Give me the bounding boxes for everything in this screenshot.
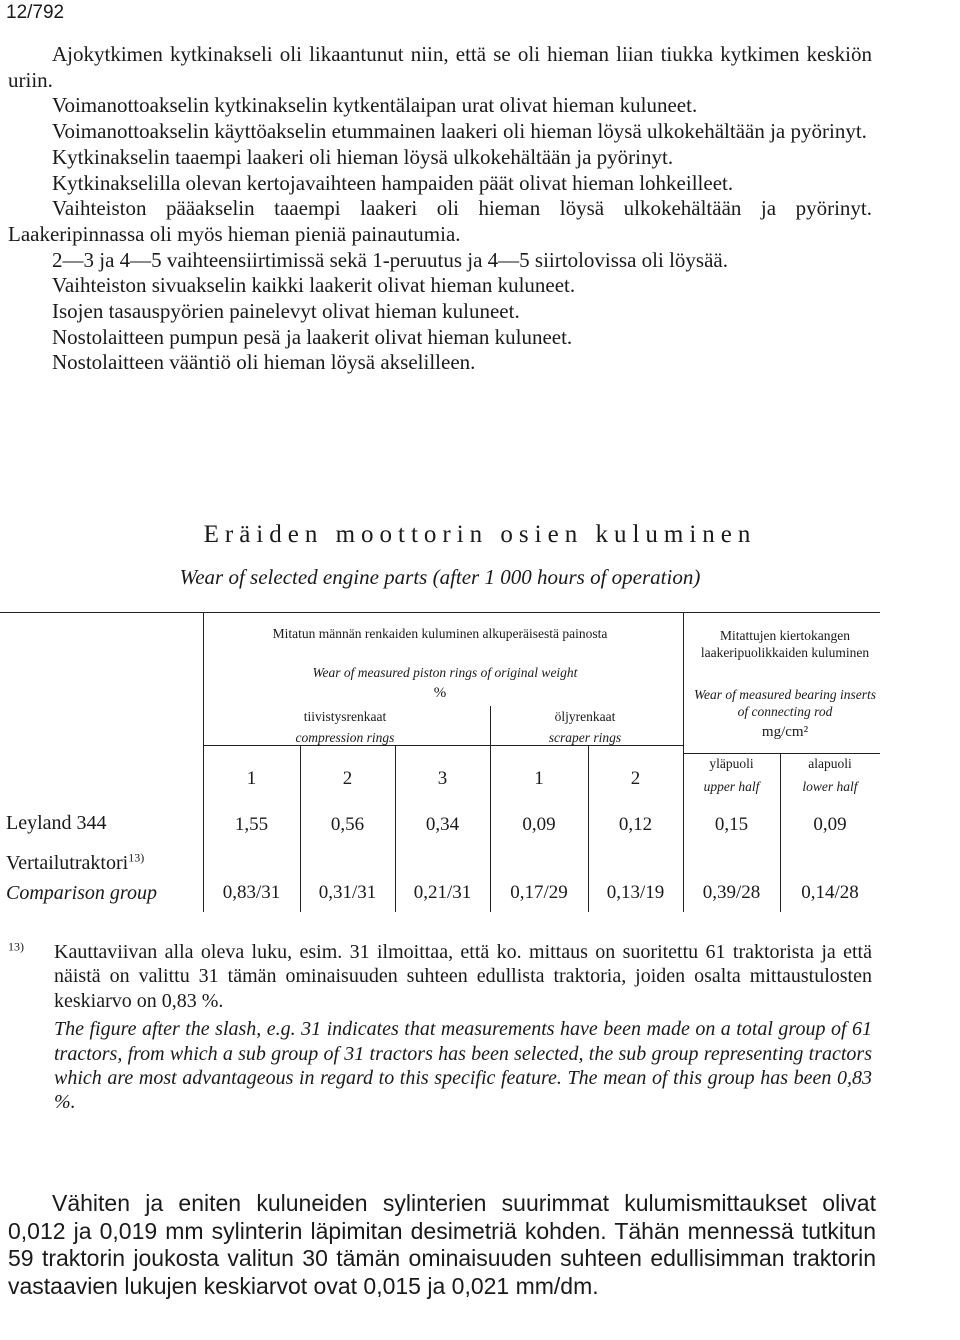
header-piston-rings: Mitatun männän renkaiden kuluminen alkuperäisestä painosta <box>272 626 608 641</box>
header-bearing-inserts: Mitattujen kiertokangen laakeripuolikkaiden kuluminen <box>700 628 870 660</box>
paragraph: Voimanottoakselin kytkinakselin kytkentälaipan urat olivat hieman kuluneet. <box>52 93 698 118</box>
table-cell: 0,12 <box>618 814 653 835</box>
paragraph: Isojen tasauspyörien painelevyt olivat hieman kuluneet. <box>52 299 520 324</box>
table-cell: 0,31/31 <box>318 882 377 903</box>
paragraph: Voimanottoakselin käyttöakselin etummainen laakeri oli hieman löysä ulkokehältään ja pyörinyt. <box>52 119 867 144</box>
table-cell: 0,13/19 <box>606 882 665 903</box>
paragraph: Vähiten ja eniten kuluneiden sylinterien suurimmat kulumismittaukset olivat 0,012 ja 0,019 mm sylinterin läpimitan desimetriä kohden. Tähän mennessä tutkitun 59 traktorin joukosta valitun 30 tämän ominaisuuden suhteen edullisimman traktorin vastaavien lukujen keskiarvot ovat 0,015 ja 0,021 mm/dm. <box>8 1190 876 1299</box>
header-percent-unit: % <box>433 685 447 701</box>
table-cell: 0,34 <box>425 814 460 835</box>
header-scraper-rings-english: scraper rings <box>548 730 622 745</box>
header-upper-half: yläpuoli <box>709 756 754 771</box>
table-cell: 0,56 <box>330 814 365 835</box>
header-bearing-inserts-english: Wear of measured bearing inserts of connecting rod <box>694 687 876 719</box>
table-cell: 0,21/31 <box>413 882 472 903</box>
header-lower-half: alapuoli <box>808 756 852 771</box>
footnote-english: The figure after the slash, e.g. 31 indicates that measurements have been made on a total group of 61 tractors, from which a sub group of 31 tractors has been selected, the sub group representing tractors which are most advantageous in regard to this specific feature. The mean of this group has been 0,83 %. <box>54 1018 872 1114</box>
footnote <box>8 940 872 1115</box>
paragraph: Kytkinakselilla olevan kertojavaihteen hampaiden päät olivat hieman lohkeilleet. <box>52 170 734 195</box>
header-scraper-rings: öljyrenkaat <box>554 709 616 724</box>
paragraph: Nostolaitteen pumpun pesä ja laakerit olivat hieman kuluneet. <box>52 324 573 349</box>
column-number: 2 <box>342 768 353 789</box>
column-number: 3 <box>437 768 448 789</box>
row-label-comparison <box>6 852 144 875</box>
header-compression-rings-english: compression rings <box>295 730 395 745</box>
table-cell: 0,15 <box>714 814 749 835</box>
footnote-marker-text: 13) <box>8 939 24 954</box>
table-rule <box>203 612 204 912</box>
header-upper-half-english: upper half <box>703 779 760 794</box>
paragraph: Ajokytkimen kytkinakseli oli likaantunut niin, että se oli hieman liian tiukka kytkimen keskiön uriin. <box>8 42 872 92</box>
table-cell: 0,83/31 <box>222 882 281 903</box>
table-cell: 1,55 <box>234 814 269 835</box>
table-cell: 0,14/28 <box>801 882 859 903</box>
table-title-english: Wear of selected engine parts (after 1 000 hours of operation) <box>179 565 701 589</box>
table-cell: 0,17/29 <box>510 882 568 903</box>
column-number: 1 <box>246 768 257 789</box>
paragraph: Kytkinakselin taaempi laakeri oli hieman löysä ulkokehältään ja pyörinyt. <box>52 144 674 169</box>
table-top-rule <box>0 612 880 613</box>
row-label-comparison-english: Comparison group <box>6 882 157 904</box>
paragraph: Vaihteiston sivuakselin kaikki laakerit olivat hieman kuluneet. <box>52 273 576 298</box>
table-title-finnish: Eräiden moottorin osien kuluminen <box>203 521 757 548</box>
table-cell: 0,09 <box>813 814 847 835</box>
row-label-comparison-finnish: Vertailutraktori <box>6 852 129 874</box>
closing-paragraph <box>8 1190 876 1300</box>
intro-text <box>8 42 872 376</box>
paragraph: Vaihteiston pääakselin taaempi laakeri oli hieman löysä ulkokehältään ja pyörinyt. Laakeripinnassa oli myös hieman pieniä painautumia. <box>8 196 872 246</box>
table-rule <box>683 753 880 754</box>
page-number: 12/792 <box>6 2 65 23</box>
footnote-text-finnish: Kauttaviivan alla oleva luku, esim. 31 ilmoittaa, että ko. mittaus on suoritettu 61 traktorista ja että näistä on valittu 31 tämän ominaisuuden suhteen edullista traktoria, joiden osalta mittaustulosten keskiarvo on 0,83 %. <box>54 941 872 1012</box>
row-label-leyland: Leyland 344 <box>6 812 107 834</box>
paragraph: 2—3 ja 4—5 vaihteensiirtimissä sekä 1-peruutus ja 4—5 siirtolovissa oli löysää. <box>52 247 728 272</box>
table-cell: 0,09 <box>522 814 556 835</box>
table-cell: 0,39/28 <box>702 882 761 903</box>
header-piston-rings-english: Wear of measured piston rings of original weight <box>312 665 578 680</box>
paragraph: Nostolaitteen vääntiö oli hieman löysä akselilleen. <box>52 350 476 375</box>
header-lower-half-english: lower half <box>802 779 858 794</box>
column-number: 1 <box>534 768 544 789</box>
column-number: 2 <box>630 768 641 789</box>
footnote-finnish <box>8 940 872 1013</box>
header-compression-rings: tiivistysrenkaat <box>303 709 387 724</box>
footnote-reference: 13) <box>128 850 145 865</box>
footnote-marker <box>8 940 54 964</box>
header-mg-cm2-unit: mg/cm² <box>761 724 809 740</box>
